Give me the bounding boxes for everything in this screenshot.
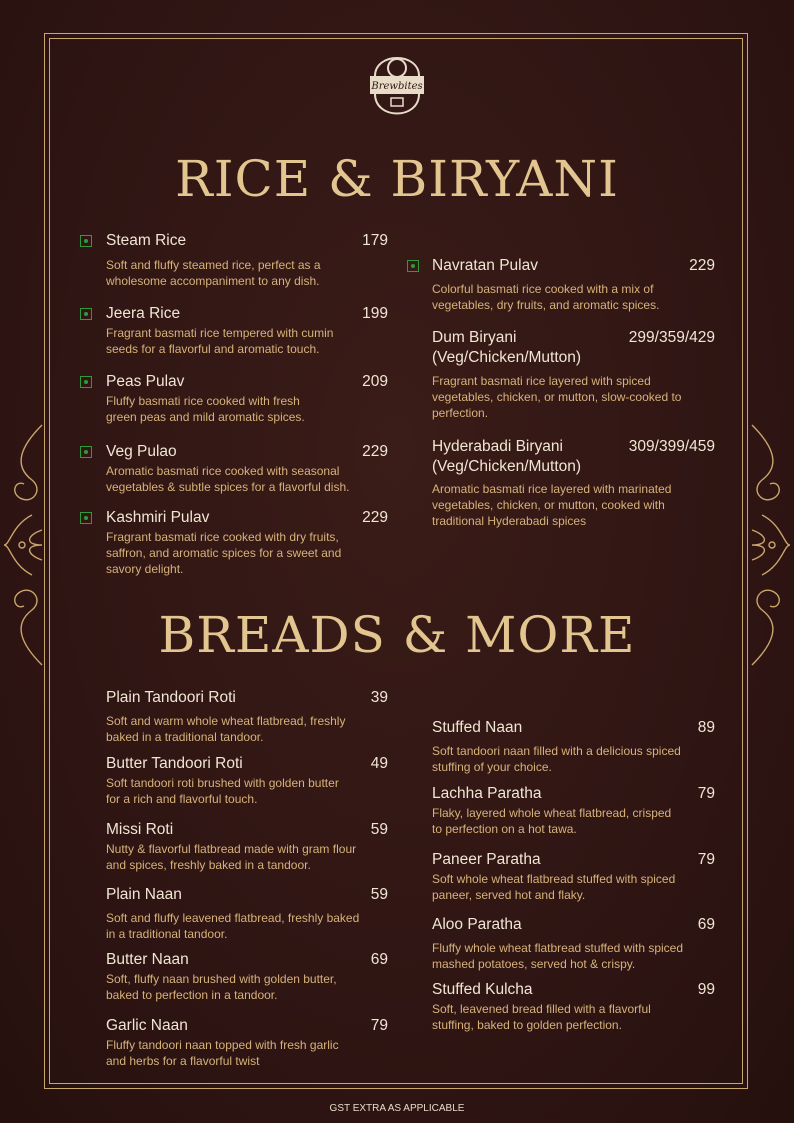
item-description: Fragrant basmati rice layered with spiced vegetables, chicken, or mutton, slow-cooked to perfection. [432,374,682,420]
item-name: Plain Naan [106,886,182,903]
item-price: 59 [370,821,388,838]
item-price: 69 [697,916,715,933]
footer-note: GST EXTRA AS APPLICABLE [329,1103,465,1114]
item-name: Missi Roti [106,821,174,838]
item-price: 309/399/459 [628,438,715,455]
item-price: 79 [370,1017,388,1034]
item-price: 229 [362,443,388,460]
item-description: Fragrant basmati rice tempered with cumin seeds for a flavorful and aromatic touch. [106,326,334,356]
item-price: 89 [697,719,715,736]
rice-section-title: RICE & BIRYANI [175,150,619,208]
item-variants: (Veg/Chicken/Mutton) [432,349,582,366]
veg-icon [80,376,92,388]
item-description: Soft, leavened bread filled with a flavorful stuffing, baked to golden perfection. [432,1002,651,1032]
item-name: Veg Pulao [106,443,177,460]
item-name: Stuffed Naan [432,719,523,736]
item-description: Flaky, layered whole wheat flatbread, crisped to perfection on a hot tawa. [432,806,672,836]
item-name: Butter Tandoori Roti [106,755,243,772]
item-description: Soft and warm whole wheat flatbread, freshly baked in a traditional tandoor. [106,714,346,744]
item-description: Fluffy whole wheat flatbread stuffed with spiced mashed potatoes, served hot & crispy. [432,941,684,971]
item-description: Soft and fluffy leavened flatbread, freshly baked in a traditional tandoor. [106,911,360,941]
veg-icon [80,512,92,524]
item-description: Fluffy tandoori naan topped with fresh garlic and herbs for a flavorful twist [106,1038,339,1068]
item-name: Peas Pulav [106,373,185,390]
item-name: Butter Naan [106,951,189,968]
veg-icon [80,446,92,458]
item-description: Soft tandoori naan filled with a delicious spiced stuffing of your choice. [432,744,681,774]
veg-icon [407,260,419,272]
item-name: Steam Rice [106,232,187,249]
item-price: 69 [370,951,388,968]
veg-icon [80,235,92,247]
item-description: Nutty & flavorful flatbread made with gram flour and spices, freshly baked in a tandoor. [106,842,357,872]
item-name: Garlic Naan [106,1017,188,1034]
item-description: Colorful basmati rice cooked with a mix of vegetables, dry fruits, and aromatic spices. [432,282,660,312]
item-price: 49 [370,755,388,772]
item-name: Plain Tandoori Roti [106,689,236,706]
item-price: 39 [370,689,388,706]
item-description: Fragrant basmati rice cooked with dry fruits, saffron, and aromatic spices for a sweet and savory delight. [106,530,342,576]
item-description: Soft and fluffy steamed rice, perfect as a wholesome accompaniment to any dish. [106,258,321,288]
item-price: 79 [697,851,715,868]
item-price: 79 [697,785,715,802]
item-name: Kashmiri Pulav [106,509,210,526]
item-description: Soft tandoori roti brushed with golden butter for a rich and flavorful touch. [106,776,339,806]
item-description: Aromatic basmati rice cooked with seasonal vegetables & subtle spices for a flavorful dish. [106,464,350,494]
item-variants: (Veg/Chicken/Mutton) [432,458,582,475]
item-name: Dum Biryani [432,329,517,346]
item-price: 229 [689,257,715,274]
item-name: Paneer Paratha [432,851,541,868]
item-price: 229 [362,509,388,526]
item-name: Stuffed Kulcha [432,981,533,998]
item-name: Navratan Pulav [432,257,538,274]
item-name: Jeera Rice [106,305,181,322]
breads-section-title: BREADS & MORE [158,606,636,664]
brewbites-logo [367,42,427,128]
item-description: Soft whole wheat flatbread stuffed with spiced paneer, served hot and flaky. [432,872,676,902]
item-name: Hyderabadi Biryani [432,438,563,455]
item-description: Fluffy basmati rice cooked with fresh green peas and mild aromatic spices. [106,394,305,424]
item-name: Aloo Paratha [432,916,522,933]
item-price: 299/359/429 [628,329,715,346]
logo-text: Brewbites [371,81,423,92]
item-price: 59 [370,886,388,903]
item-description: Aromatic basmati rice layered with marinated vegetables, chicken, or mutton, cooked with traditional Hyderabadi spices [432,482,672,528]
item-price: 199 [362,305,388,322]
item-price: 179 [362,232,388,249]
item-price: 209 [362,373,388,390]
item-price: 99 [697,981,715,998]
item-name: Lachha Paratha [432,785,542,802]
item-description: Soft, fluffy naan brushed with golden butter, baked to perfection in a tandoor. [106,972,337,1002]
veg-icon [80,308,92,320]
